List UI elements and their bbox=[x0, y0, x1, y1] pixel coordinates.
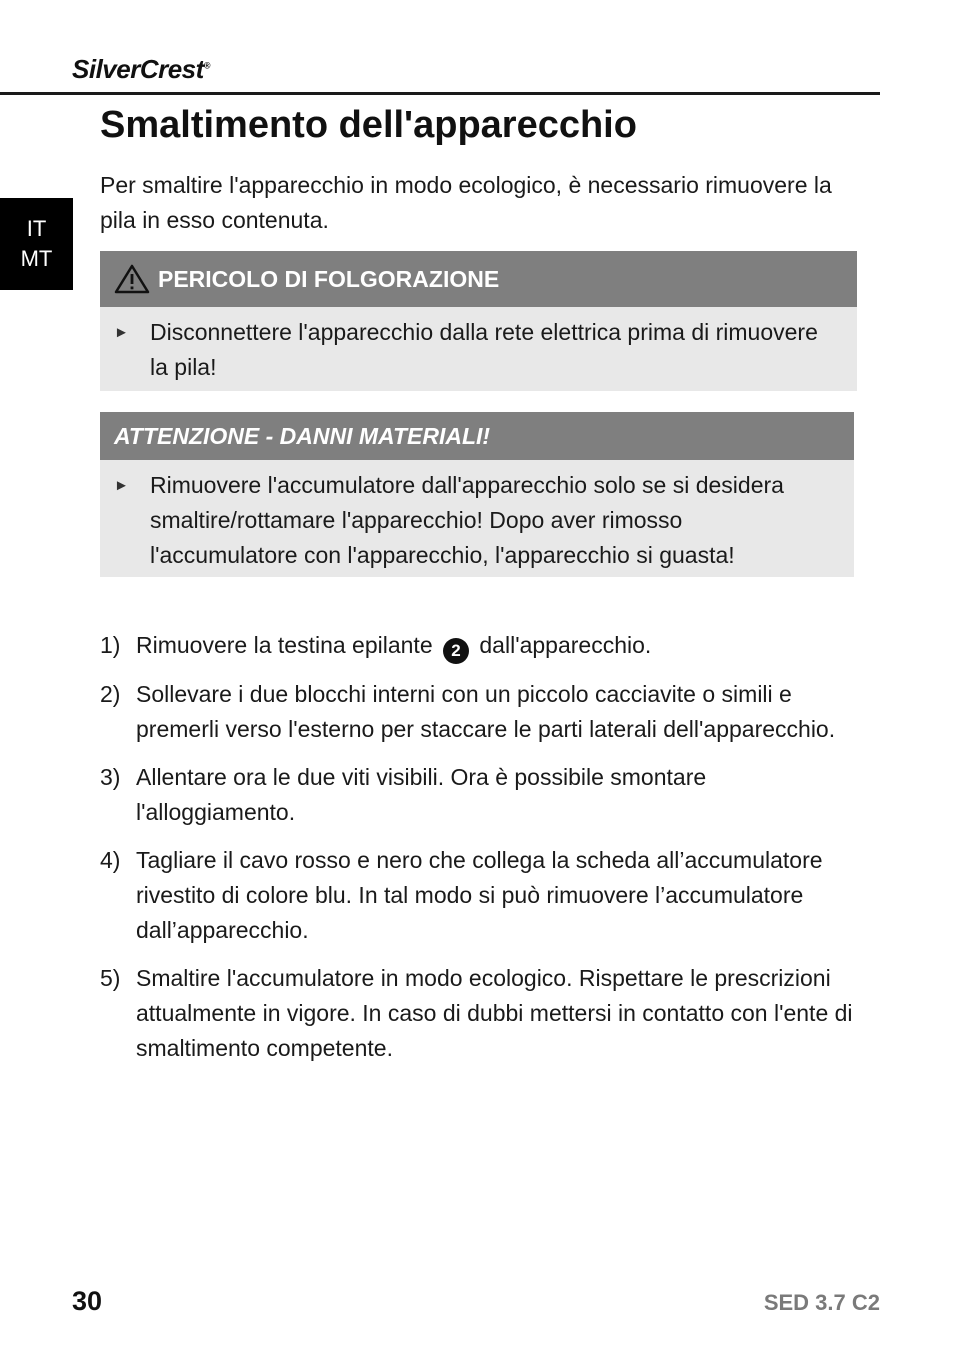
page-number: 30 bbox=[72, 1286, 103, 1316]
part-reference-badge: 2 bbox=[443, 638, 469, 664]
step-number: 5) bbox=[100, 965, 121, 991]
registered-mark: ® bbox=[203, 60, 210, 71]
brand-name: SilverCrest bbox=[72, 54, 204, 84]
step-item bbox=[100, 677, 860, 747]
step-item bbox=[100, 961, 860, 1066]
language-tab-it: IT bbox=[26, 216, 47, 241]
warning-body bbox=[100, 307, 857, 391]
caution-title: ATTENZIONE - DANNI MATERIALI! bbox=[114, 422, 491, 449]
step-text: Sollevare i due blocchi interni con un piccolo cacciavite o simili e premerli verso l'esterno per staccare le parti laterali dell'apparecchio. bbox=[136, 681, 836, 742]
step-text bbox=[136, 628, 651, 664]
step-number: 1) bbox=[100, 632, 121, 658]
language-tab bbox=[0, 198, 73, 290]
step-number: 2) bbox=[100, 681, 121, 707]
step-item bbox=[100, 760, 860, 830]
warning-header bbox=[100, 251, 857, 307]
caution-header bbox=[100, 412, 854, 460]
warning-bullet-text: Disconnettere l'apparecchio dalla rete elettrica prima di rimuovere la pila! bbox=[150, 319, 818, 380]
bullet-arrow-icon: ► bbox=[114, 324, 129, 341]
caution-body bbox=[100, 460, 854, 577]
step-number: 4) bbox=[100, 847, 121, 873]
header-rule bbox=[0, 92, 880, 95]
step-text-before: Rimuovere la testina epilante bbox=[136, 632, 433, 658]
step-item bbox=[100, 843, 860, 948]
intro-paragraph: Per smaltire l'apparecchio in modo ecologico, è necessario rimuovere la pila in esso contenuta. bbox=[100, 172, 832, 233]
step-number: 3) bbox=[100, 764, 121, 790]
step-text-after: dall'apparecchio. bbox=[479, 632, 652, 658]
bullet-arrow-icon: ► bbox=[114, 477, 129, 494]
model-number: SED 3.7 C2 bbox=[763, 1290, 880, 1315]
warning-triangle-icon bbox=[114, 264, 150, 294]
caution-bullet bbox=[114, 468, 834, 573]
warning-box bbox=[100, 251, 857, 391]
language-tab-mt: MT bbox=[20, 246, 53, 271]
step-text: Allentare ora le due viti visibili. Ora è possibile smontare l'alloggiamento. bbox=[136, 764, 707, 825]
page-title: Smaltimento dell'apparecchio bbox=[100, 104, 637, 146]
warning-bullet bbox=[114, 315, 837, 385]
warning-title: PERICOLO DI FOLGORAZIONE bbox=[158, 265, 500, 292]
step-text: Tagliare il cavo rosso e nero che collega la scheda all’accumulatore rivestito di colore blu. In tal modo si può rimuovere l’accumulatore dall’apparecchio. bbox=[136, 847, 823, 943]
brand-logo bbox=[72, 54, 210, 85]
step-item bbox=[100, 628, 860, 664]
caution-bullet-text: Rimuovere l'accumulatore dall'apparecchio solo se si desidera smaltire/rottamare l'apparecchio! Dopo aver rimosso l'accumulatore con l'apparecchio, l'apparecchio si guasta! bbox=[150, 472, 784, 568]
step-text: Smaltire l'accumulatore in modo ecologico. Rispettare le prescrizioni attualmente in vigore. In caso di dubbi mettersi in contatto con l'ente di smaltimento competente. bbox=[136, 965, 853, 1061]
caution-box bbox=[100, 412, 854, 577]
steps-list bbox=[100, 628, 860, 1079]
